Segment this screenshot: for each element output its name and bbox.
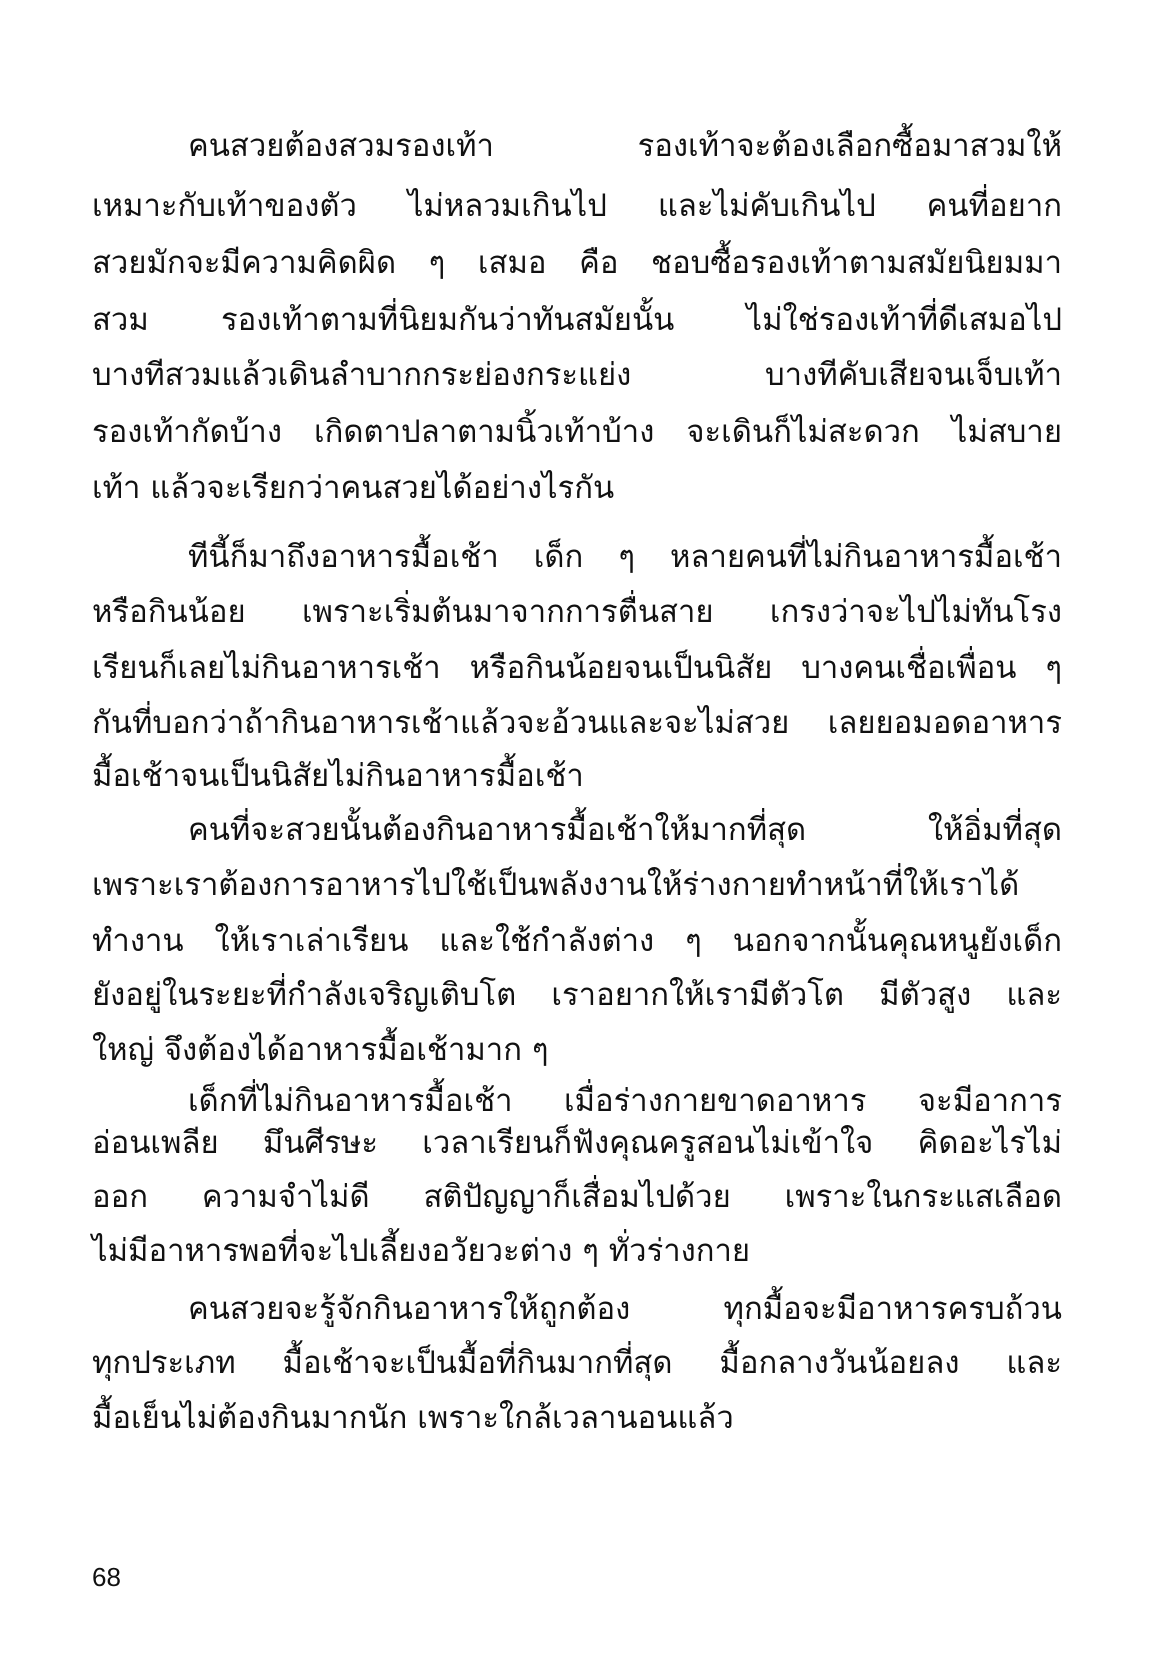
paragraph-1-line-6: รองเท้ากัดบ้าง เกิดตาปลาตามนิ้วเท้าบ้าง จะเดินก็ไม่สะดวก ไม่สบาย — [92, 414, 1062, 450]
paragraph-3-line-5: ใหญ่ จึงต้องได้อาหารมื้อเช้ามาก ๆ — [92, 1032, 549, 1068]
paragraph-2-line-1: ทีนี้ก็มาถึงอาหารมื้อเช้า เด็ก ๆ หลายคนที่ไม่กินอาหารมื้อเช้า — [188, 539, 1062, 575]
paragraph-2-line-4: กันที่บอกว่าถ้ากินอาหารเช้าแล้วจะอ้วนและจะไม่สวย เลยยอมอดอาหาร — [92, 705, 1062, 741]
page-number: 68 — [92, 1562, 121, 1592]
paragraph-1-line-1: คนสวยต้องสวมรองเท้า รองเท้าจะต้องเลือกซื้อมาสวมให้ — [188, 128, 1062, 164]
paragraph-5-line-1: คนสวยจะรู้จักกินอาหารให้ถูกต้อง ทุกมื้อจะมีอาหารครบถ้วน — [188, 1291, 1062, 1327]
paragraph-2-line-2: หรือกินน้อย เพราะเริ่มต้นมาจากการตื่นสาย เกรงว่าจะไปไม่ทันโรง — [92, 594, 1062, 630]
paragraph-1-line-3: สวยมักจะมีความคิดผิด ๆ เสมอ คือ ชอบซื้อรองเท้าตามสมัยนิยมมา — [92, 245, 1062, 281]
paragraph-4-line-2: อ่อนเพลีย มึนศีรษะ เวลาเรียนก็ฟังคุณครูสอนไม่เข้าใจ คิดอะไรไม่ — [92, 1125, 1062, 1161]
paragraph-1-line-4: สวม รองเท้าตามที่นิยมกันว่าทันสมัยนั้น ไม่ใช่รองเท้าที่ดีเสมอไป — [92, 302, 1062, 338]
paragraph-4-line-1: เด็กที่ไม่กินอาหารมื้อเช้า เมื่อร่างกายขาดอาหาร จะมีอาการ — [188, 1083, 1062, 1119]
paragraph-4-line-4: ไม่มีอาหารพอที่จะไปเลี้ยงอวัยวะต่าง ๆ ทั่วร่างกาย — [92, 1233, 751, 1269]
paragraph-2-line-5: มื้อเช้าจนเป็นนิสัยไม่กินอาหารมื้อเช้า — [92, 758, 584, 794]
paragraph-3-line-1: คนที่จะสวยนั้นต้องกินอาหารมื้อเช้าให้มากที่สุด ให้อิ่มที่สุด — [188, 812, 1062, 848]
paragraph-1-line-2: เหมาะกับเท้าของตัว ไม่หลวมเกินไป และไม่คับเกินไป คนที่อยาก — [92, 188, 1062, 224]
paragraph-1-line-7: เท้า แล้วจะเรียกว่าคนสวยได้อย่างไรกัน — [92, 470, 615, 506]
paragraph-3-line-2: เพราะเราต้องการอาหารไปใช้เป็นพลังงานให้ร่างกายทำหน้าที่ให้เราได้ — [92, 867, 1020, 903]
paragraph-1-line-5: บางทีสวมแล้วเดินลำบากกระย่องกระแย่ง บางทีคับเสียจนเจ็บเท้า — [92, 357, 1062, 393]
paragraph-3-line-4: ยังอยู่ในระยะที่กำลังเจริญเติบโต เราอยากให้เรามีตัวโต มีตัวสูง และ — [92, 977, 1062, 1013]
paragraph-5-line-2: ทุกประเภท มื้อเช้าจะเป็นมื้อที่กินมากที่สุด มื้อกลางวันน้อยลง และ — [92, 1345, 1062, 1381]
paragraph-2-line-3: เรียนก็เลยไม่กินอาหารเช้า หรือกินน้อยจนเป็นนิสัย บางคนเชื่อเพื่อน ๆ — [92, 650, 1062, 686]
paragraph-4-line-3: ออก ความจำไม่ดี สติปัญญาก็เสื่อมไปด้วย เพราะในกระแสเลือด — [92, 1179, 1062, 1215]
paragraph-5-line-3: มื้อเย็นไม่ต้องกินมากนัก เพราะใกล้เวลานอนแล้ว — [92, 1400, 734, 1436]
paragraph-3-line-3: ทำงาน ให้เราเล่าเรียน และใช้กำลังต่าง ๆ นอกจากนั้นคุณหนูยังเด็ก — [92, 923, 1062, 959]
